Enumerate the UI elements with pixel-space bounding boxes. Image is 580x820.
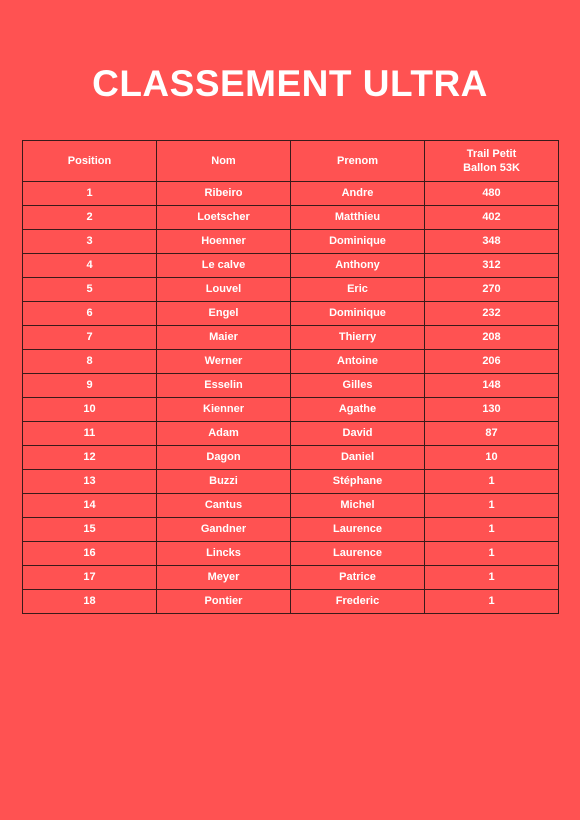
table-row	[23, 518, 559, 542]
cell-score: 208	[425, 326, 559, 350]
cell-prenom: Gilles	[291, 374, 425, 398]
cell-position: 14	[23, 494, 157, 518]
cell-score: 312	[425, 254, 559, 278]
cell-nom: Hoenner	[157, 230, 291, 254]
table-row	[23, 350, 559, 374]
table-row	[23, 326, 559, 350]
cell-prenom: Thierry	[291, 326, 425, 350]
table-row	[23, 566, 559, 590]
cell-position: 12	[23, 446, 157, 470]
cell-position: 16	[23, 542, 157, 566]
cell-position: 3	[23, 230, 157, 254]
cell-prenom: Stéphane	[291, 470, 425, 494]
cell-score: 130	[425, 398, 559, 422]
cell-prenom: Dominique	[291, 302, 425, 326]
cell-prenom: Laurence	[291, 542, 425, 566]
table-row	[23, 230, 559, 254]
cell-prenom: Anthony	[291, 254, 425, 278]
cell-score: 1	[425, 470, 559, 494]
cell-score: 1	[425, 518, 559, 542]
cell-position: 6	[23, 302, 157, 326]
table-row	[23, 470, 559, 494]
cell-score: 1	[425, 494, 559, 518]
cell-nom: Ribeiro	[157, 182, 291, 206]
header-row	[23, 141, 559, 182]
cell-score: 1	[425, 566, 559, 590]
cell-position: 13	[23, 470, 157, 494]
cell-score: 402	[425, 206, 559, 230]
table-row	[23, 494, 559, 518]
cell-score: 348	[425, 230, 559, 254]
cell-position: 4	[23, 254, 157, 278]
cell-position: 2	[23, 206, 157, 230]
cell-prenom: Matthieu	[291, 206, 425, 230]
cell-prenom: Frederic	[291, 590, 425, 614]
cell-nom: Buzzi	[157, 470, 291, 494]
cell-prenom: Patrice	[291, 566, 425, 590]
table-row	[23, 446, 559, 470]
cell-score: 10	[425, 446, 559, 470]
cell-position: 9	[23, 374, 157, 398]
cell-nom: Kienner	[157, 398, 291, 422]
table-row	[23, 278, 559, 302]
cell-score: 1	[425, 590, 559, 614]
cell-prenom: Daniel	[291, 446, 425, 470]
cell-nom: Pontier	[157, 590, 291, 614]
header-prenom: Prenom	[291, 141, 425, 182]
table-row	[23, 422, 559, 446]
header-score-label: Trail Petit Ballon 53K	[463, 148, 520, 174]
cell-prenom: Laurence	[291, 518, 425, 542]
cell-prenom: Antoine	[291, 350, 425, 374]
cell-nom: Esselin	[157, 374, 291, 398]
cell-position: 10	[23, 398, 157, 422]
cell-nom: Cantus	[157, 494, 291, 518]
table-row	[23, 542, 559, 566]
cell-position: 15	[23, 518, 157, 542]
cell-nom: Adam	[157, 422, 291, 446]
cell-prenom: Andre	[291, 182, 425, 206]
cell-nom: Maier	[157, 326, 291, 350]
cell-score: 270	[425, 278, 559, 302]
cell-position: 18	[23, 590, 157, 614]
page-title: CLASSEMENT ULTRA	[92, 62, 488, 104]
cell-score: 206	[425, 350, 559, 374]
cell-prenom: Eric	[291, 278, 425, 302]
cell-nom: Louvel	[157, 278, 291, 302]
ranking-table	[22, 140, 559, 614]
cell-score: 232	[425, 302, 559, 326]
cell-prenom: Michel	[291, 494, 425, 518]
table-row	[23, 302, 559, 326]
cell-score: 148	[425, 374, 559, 398]
cell-position: 11	[23, 422, 157, 446]
cell-nom: Engel	[157, 302, 291, 326]
ranking-body	[23, 182, 559, 614]
table-row	[23, 398, 559, 422]
cell-position: 1	[23, 182, 157, 206]
table-row	[23, 374, 559, 398]
cell-prenom: David	[291, 422, 425, 446]
cell-prenom: Agathe	[291, 398, 425, 422]
header-position: Position	[23, 141, 157, 182]
header-score	[425, 141, 559, 182]
table-row	[23, 182, 559, 206]
cell-nom: Dagon	[157, 446, 291, 470]
cell-nom: Lincks	[157, 542, 291, 566]
header-nom: Nom	[157, 141, 291, 182]
cell-prenom: Dominique	[291, 230, 425, 254]
table-row	[23, 254, 559, 278]
cell-score: 480	[425, 182, 559, 206]
cell-nom: Loetscher	[157, 206, 291, 230]
cell-position: 8	[23, 350, 157, 374]
cell-score: 87	[425, 422, 559, 446]
cell-nom: Werner	[157, 350, 291, 374]
cell-nom: Gandner	[157, 518, 291, 542]
table-row	[23, 590, 559, 614]
cell-nom: Le calve	[157, 254, 291, 278]
cell-position: 17	[23, 566, 157, 590]
cell-score: 1	[425, 542, 559, 566]
cell-position: 5	[23, 278, 157, 302]
cell-position: 7	[23, 326, 157, 350]
table-row	[23, 206, 559, 230]
cell-nom: Meyer	[157, 566, 291, 590]
